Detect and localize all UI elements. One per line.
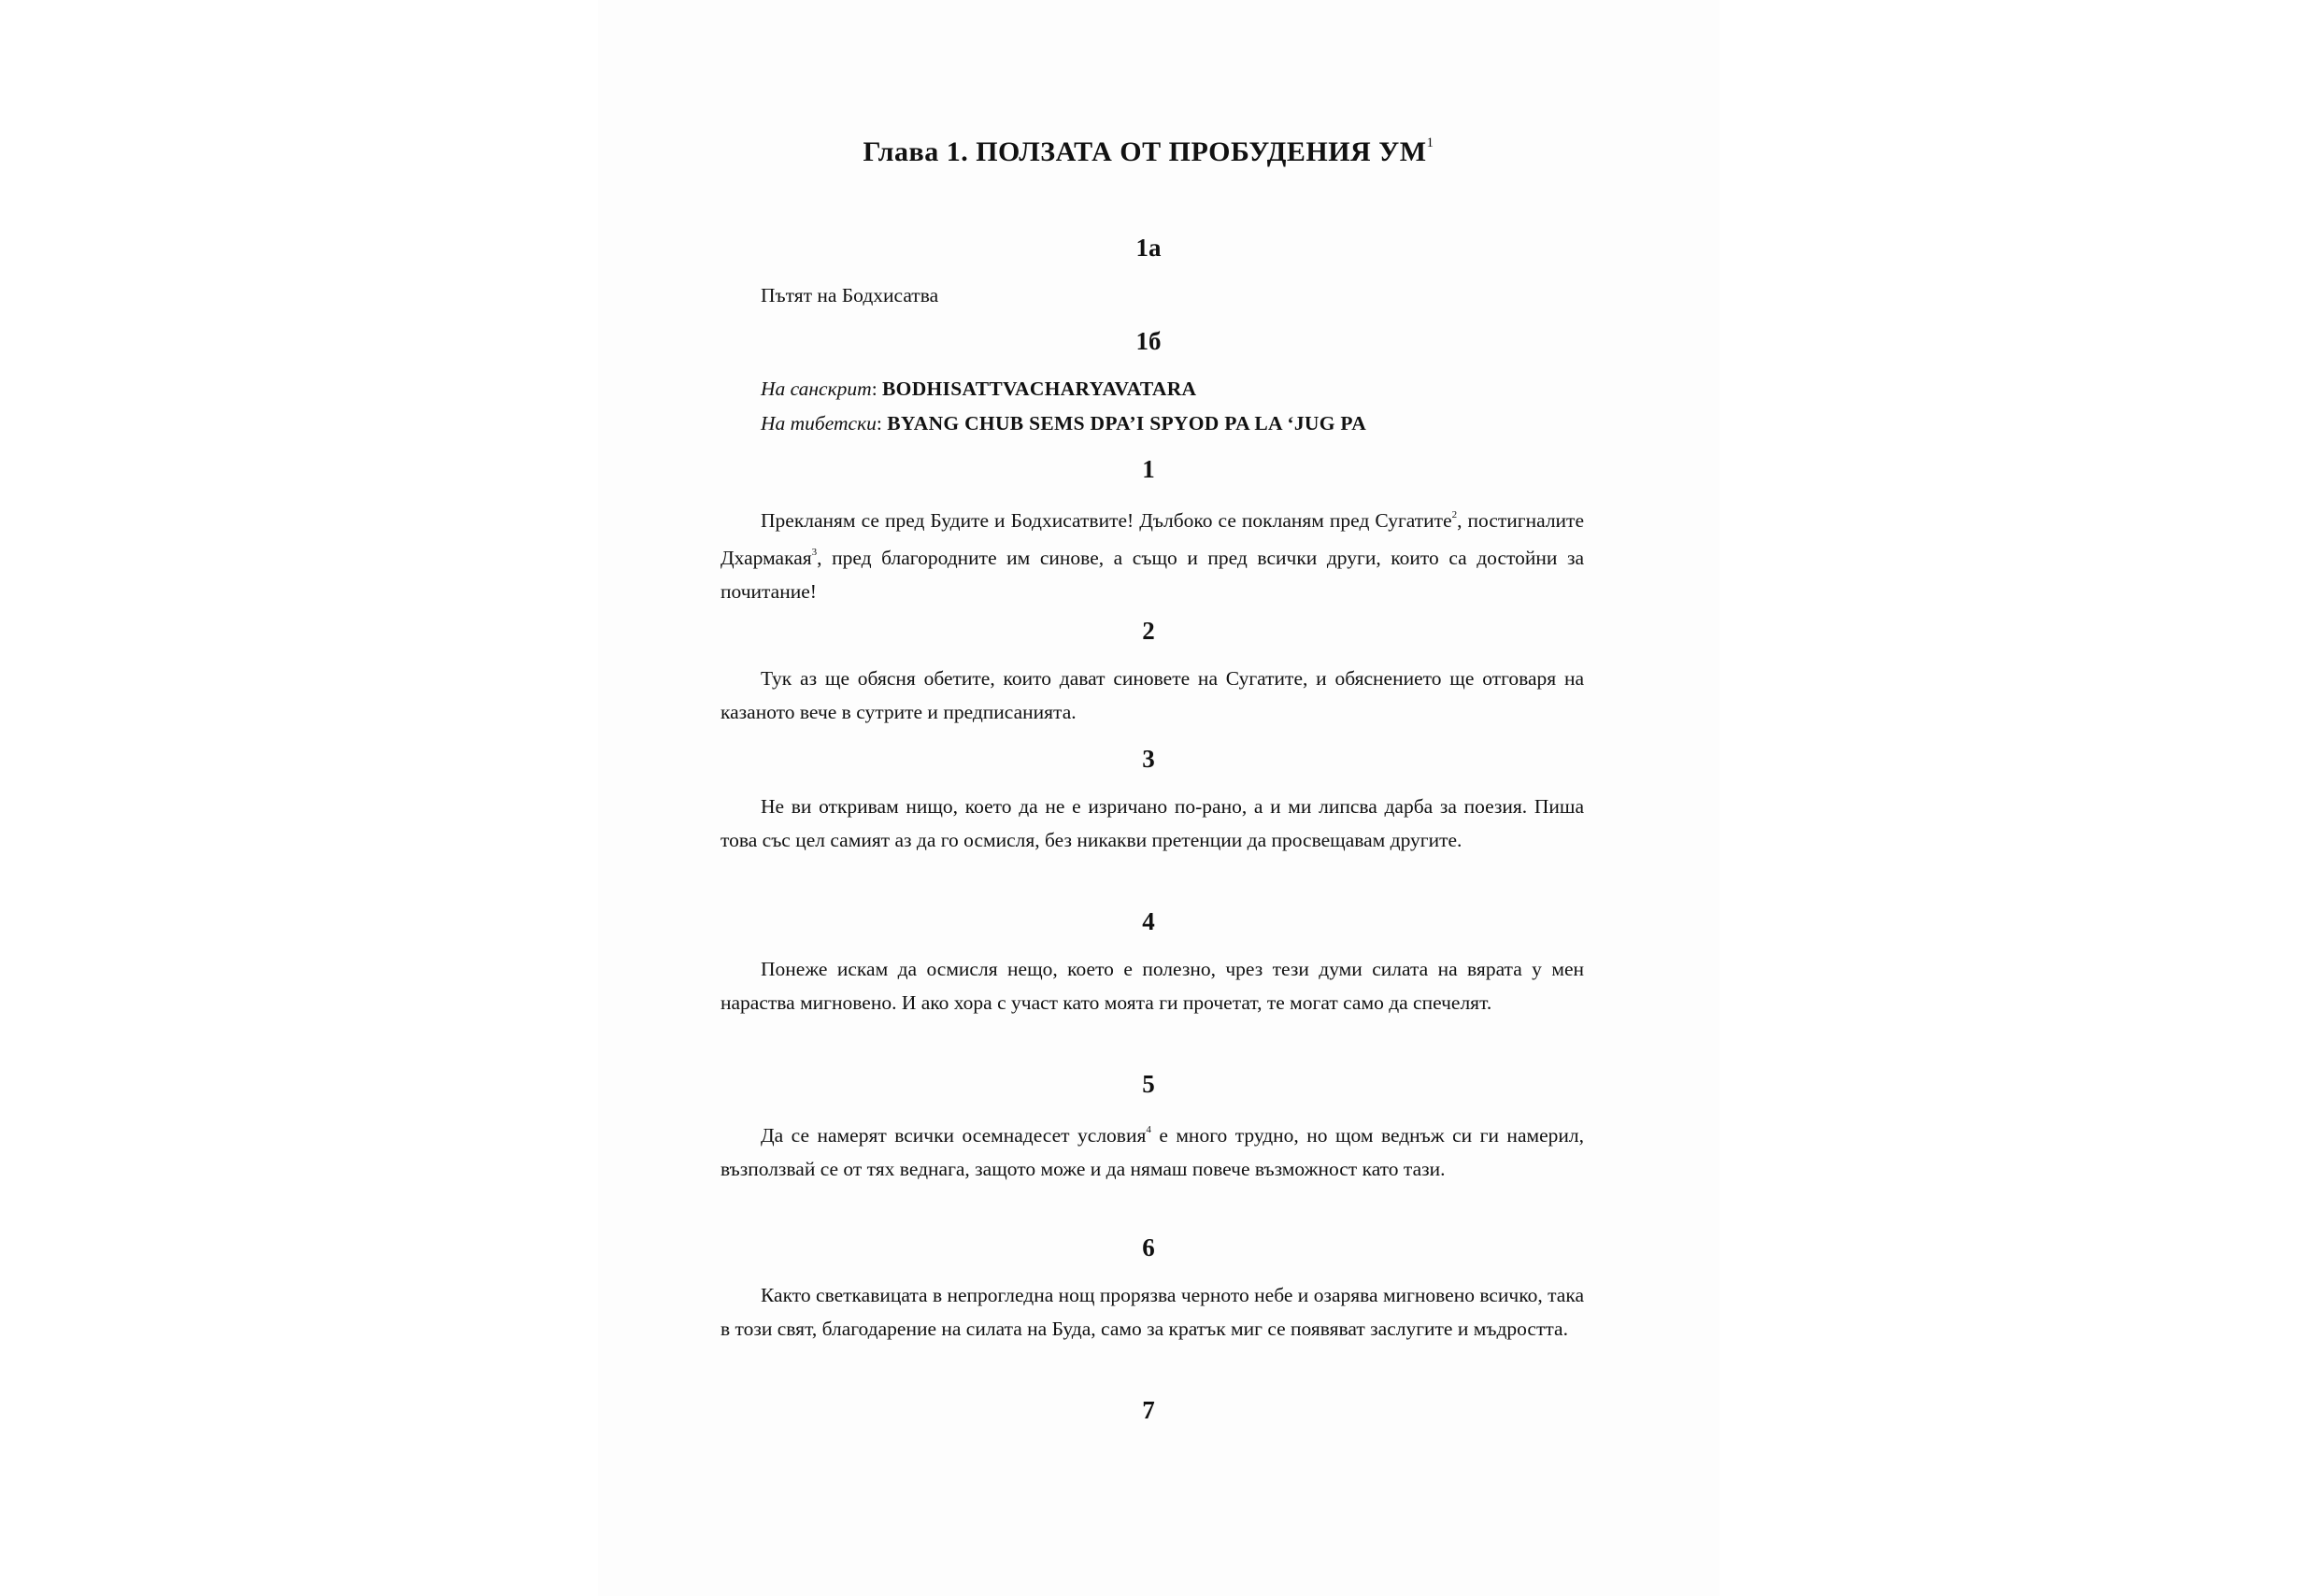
verse-text-1a: Пътят на Бодхисатва [761,284,939,306]
tibetan-title: BYANG CHUB SEMS DPA’I SPYOD PA LA ‘JUG PA [887,412,1367,435]
verse-number-1b: 1б [1135,327,1162,355]
footnote-mark: 4 [1146,1124,1151,1135]
sanskrit-label: На санскрит [761,378,872,400]
verse-text-1 [720,500,1584,608]
verse-paragraph-4: Понеже искам да осмисля нещо, което е полезно, чрез тези думи силата на вярата у мен нараства мигновено. И ако хора с участ като моята ги прочетат, те могат само да спечелят. [720,958,1584,1014]
verse-number-1: 1 [1142,455,1155,483]
footnote-mark: 3 [811,547,818,559]
verse-number-5: 5 [1142,1070,1155,1098]
verse-5-part2: е много трудно, но щом веднъж си ги намерил, възползвай се от тях веднага, защото може и да нямаш повече възможност като тази. [720,1124,1584,1181]
verse-paragraph-3: Не ви откривам нищо, което да не е изричано по-рано, а и ми липсва дарба за поезия. Пиша това със цел самият аз да го осмисля, без никакви претенции да просвещавам другите. [720,795,1584,851]
verse-1-part3: , пред благородните им синове, а също и пред всички други, които са достойни за почитание! [720,547,1584,604]
tibetan-label: На тибетски [761,412,877,435]
chapter-title [0,136,2297,168]
tibetan-title-line [761,406,1366,440]
verse-text-4 [720,952,1584,1019]
verse-paragraph-1 [720,500,1584,608]
sanskrit-separator: : [871,378,883,400]
footnote-mark: 2 [1451,509,1458,520]
verse-number-6: 6 [1142,1233,1155,1261]
verse-1-part2: , постигналите Дхармакая [720,509,1584,570]
tibetan-separator: : [876,412,888,435]
verse-paragraph-6: Както светкавицата в непрогледна нощ прорязва черното небе и озарява мигновено всичко, така в този свят, благодарение на силата на Буда, само за кратък миг се появяват заслугите и мъдростта. [720,1284,1584,1340]
verse-number-4: 4 [1142,907,1155,935]
verse-paragraph-2: Тук аз ще обясня обетите, които дават синовете на Сугатите, и обяснението ще отговаря на казаното вече в сутрите и предписанията. [720,667,1584,723]
verse-text-3 [720,790,1584,857]
sanskrit-title: BODHISATTVACHARYAVATARA [882,378,1197,400]
sanskrit-title-line [761,372,1196,406]
verse-5-part1: Да се намерят всички осемнадесет условия [761,1124,1147,1147]
verse-paragraph-5 [720,1115,1584,1186]
verse-number-1a: 1а [1135,234,1162,262]
verse-text-5 [720,1115,1584,1186]
verse-number-2: 2 [1142,617,1155,645]
verse-number-7: 7 [1142,1396,1155,1424]
verse-1-part1: Прекланям се пред Будите и Бодхисатвите! Дълбоко се покланям пред Сугатите [761,509,1452,533]
chapter-title-text: Глава 1. ПОЛЗАТА ОТ ПРОБУДЕНИЯ УМ [863,136,1427,167]
verse-text-6 [720,1278,1584,1346]
verse-text-2 [720,662,1584,729]
footnote-mark: 1 [1426,135,1434,150]
verse-number-3: 3 [1142,745,1155,773]
